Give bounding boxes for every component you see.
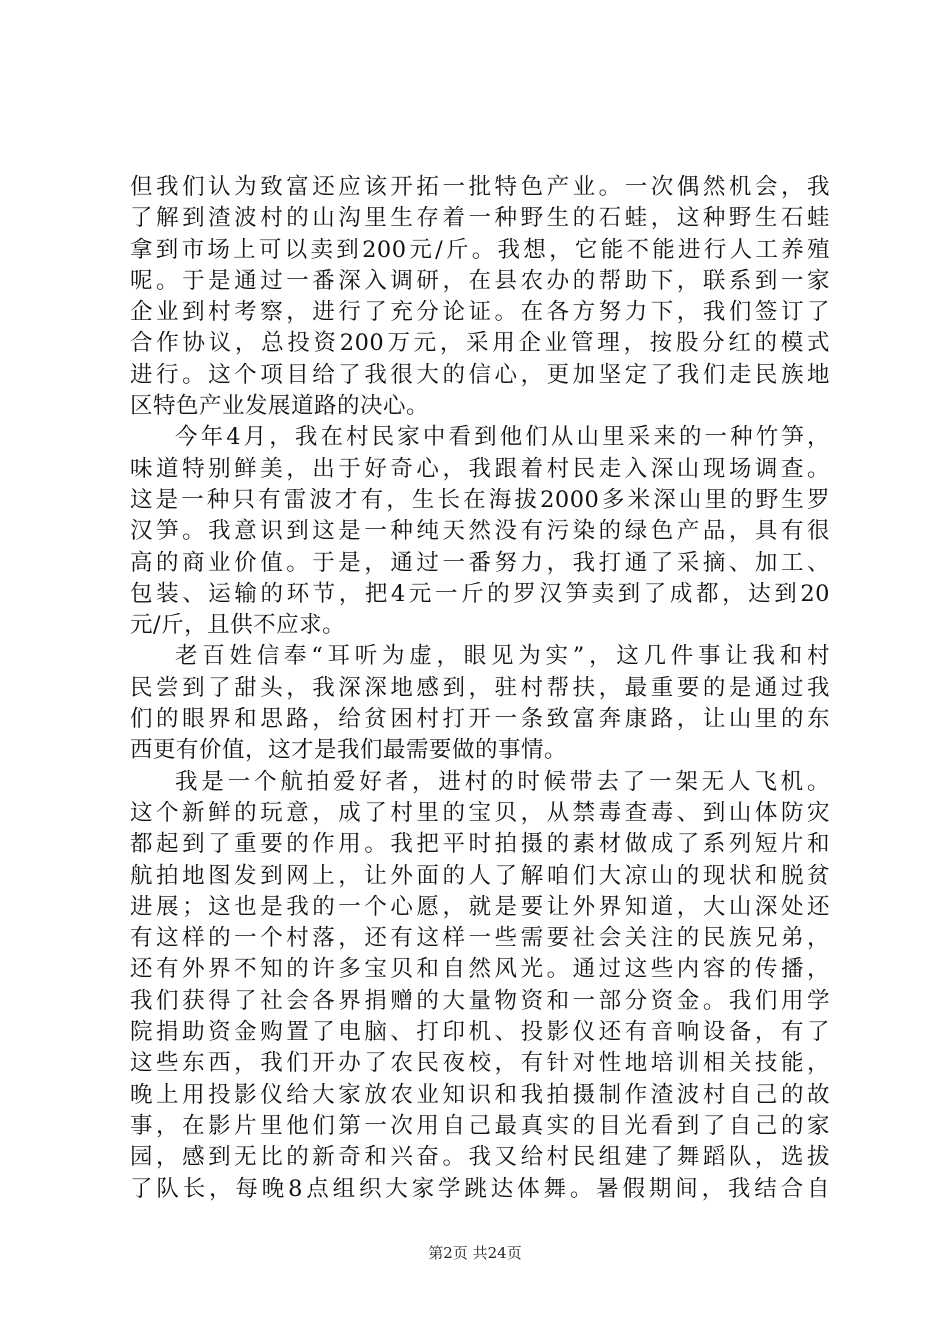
- text-line: 合作协议，总投资200万元，采用企业管理，按股分红的模式: [130, 330, 830, 357]
- text-line: 事，在影片里他们第一次用自己最真实的目光看到了自己的家: [130, 1112, 830, 1139]
- text-line: 我们获得了社会各界捐赠的大量物资和一部分资金。我们用学: [130, 987, 830, 1014]
- text-line: 都起到了重要的作用。我把平时拍摄的素材做成了系列短片和: [130, 831, 830, 858]
- text-line: 但我们认为致富还应该开拓一批特色产业。一次偶然机会，我: [130, 174, 830, 200]
- text-line: 呢。于是通过一番深入调研，在县农办的帮助下，联系到一家: [130, 267, 830, 294]
- paragraph: [130, 422, 830, 641]
- text-line: 晚上用投影仪给大家放农业知识和我拍摄制作渣波村自己的故: [130, 1081, 830, 1108]
- text-line: 这是一种只有雷波才有，生长在海拔2000多米深山里的野生罗: [130, 486, 830, 513]
- text-line: 汉笋。我意识到这是一种纯天然没有污染的绿色产品，具有很: [130, 518, 830, 545]
- text-line: 们的眼界和思路，给贫困村打开一条致富奔康路，让山里的东: [130, 706, 830, 733]
- paragraph: [130, 767, 830, 1205]
- text-line: 这些东西，我们开办了农民夜校，有针对性地培训相关技能，: [130, 1050, 830, 1077]
- page-number-footer: 第2页 共24页: [428, 1244, 522, 1262]
- text-line: 这个新鲜的玩意，成了村里的宝贝，从禁毒查毒、到山体防灾: [130, 799, 830, 826]
- text-line: 区特色产业发展道路的决心。: [130, 393, 430, 420]
- text-line: 拿到市场上可以卖到200元/斤。我想，它能不能进行人工养殖: [130, 236, 830, 263]
- text-line: 还有外界不知的许多宝贝和自然风光。通过这些内容的传播，: [130, 956, 830, 983]
- text-line: 有这样的一个村落，还有这样一些需要社会关注的民族兄弟，: [130, 925, 830, 952]
- text-line: 园，感到无比的新奇和兴奋。我又给村民组建了舞蹈队，选拔: [130, 1144, 830, 1171]
- text-line: 了队长，每晚8点组织大家学跳达体舞。暑假期间，我结合自: [130, 1175, 830, 1202]
- text-line: 进行。这个项目给了我很大的信心，更加坚定了我们走民族地: [130, 361, 830, 388]
- text-line: 民尝到了甜头，我深深地感到，驻村帮扶，最重要的是通过我: [130, 674, 830, 701]
- paragraph: [130, 172, 830, 422]
- text-line: 包装、运输的环节，把4元一斤的罗汉笋卖到了成都，达到20: [130, 580, 830, 607]
- text-line: 进展；这也是我的一个心愿，就是要让外界知道，大山深处还: [130, 893, 830, 920]
- document-body: [130, 172, 830, 1205]
- text-line: 我是一个航拍爱好者，进村的时候带去了一架无人飞机。: [175, 768, 830, 795]
- text-line: 企业到村考察，进行了充分论证。在各方努力下，我们签订了: [130, 299, 830, 326]
- text-line: 航拍地图发到网上，让外面的人了解咱们大凉山的现状和脱贫: [130, 862, 830, 889]
- text-line: 院捐助资金购置了电脑、打印机、投影仪还有音响设备，有了: [130, 1019, 830, 1046]
- text-line: 老百姓信奉“耳听为虚，眼见为实”，这几件事让我和村: [175, 643, 830, 670]
- text-line: 西更有价值，这才是我们最需要做的事情。: [130, 737, 568, 764]
- paragraph: [130, 641, 830, 766]
- text-line: 味道特别鲜美，出于好奇心，我跟着村民走入深山现场调查。: [130, 455, 830, 482]
- text-line: 元/斤，且供不应求。: [130, 612, 346, 639]
- text-line: 了解到渣波村的山沟里生存着一种野生的石蛙，这种野生石蛙: [130, 205, 830, 232]
- text-line: 高的商业价值。于是，通过一番努力，我打通了采摘、加工、: [130, 549, 830, 576]
- text-line: 今年4月，我在村民家中看到他们从山里采来的一种竹笋，: [175, 424, 830, 451]
